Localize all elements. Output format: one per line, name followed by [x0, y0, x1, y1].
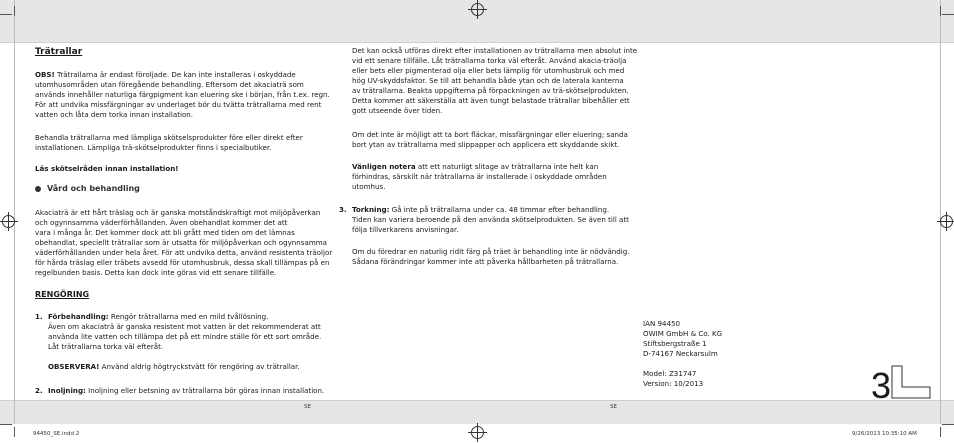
- file-name: 94450_SE.indd 2: [33, 431, 80, 437]
- right-line: Det kan också utföras direkt efter installationen av trätrallarna men absolut inte: [352, 46, 638, 55]
- care-line: obehandlat, speciellt trätrallar som är utsatta för miljöpåverkan och ogynnsamma: [35, 238, 328, 247]
- item2-text: Inoljning eller betsning av trätrallarna bör göras innan installation.: [85, 386, 325, 395]
- right-line: eller bets eller pigmenterad olja eller bets lämplig för utomhusbruk och med: [352, 66, 625, 75]
- bottom-bleed-band: [0, 400, 954, 424]
- model-number: Model: Z31747: [643, 369, 697, 378]
- obs-line: används innehåller naturliga färgpigment kan eluering ske i början, från t.ex. regn.: [35, 90, 330, 99]
- top-trim-line: [0, 42, 954, 43]
- item-number: 2.: [35, 386, 43, 395]
- registration-mark-icon: [2, 215, 15, 228]
- observera-note: [48, 362, 300, 372]
- item3-more-line: Om du föredrar en naturlig ridit färg på träet är behandling inte är nödvändig.: [352, 247, 630, 256]
- care-line: för hårda träslag eller träbets avsedd för utomhusbruk, dessa skall tillämpas på en: [35, 258, 330, 267]
- item-number: 1.: [35, 312, 43, 321]
- bullet-icon: [35, 186, 41, 192]
- item2-paragraph: [48, 386, 324, 396]
- page-number: 3: [871, 365, 892, 406]
- treatment-paragraph: [35, 133, 303, 153]
- right-paragraph-1: [352, 46, 637, 116]
- notera-line: förhindras, särskilt när trätrallarna är installerade i oskyddade områden: [352, 172, 607, 181]
- obs-line: För att undvika missfärgningar av underlaget bör du tvätta trätrallarna med rent: [35, 100, 322, 109]
- right-line: Om det inte är möjligt att ta bort fläckar, missfärgningar eller eluering; sanda: [352, 130, 628, 139]
- care-line: regelbunden basis. Detta kan dock inte göras vid ett senare tillfälle.: [35, 268, 277, 277]
- item1-line: använda lite vatten och tillämpa det på ett mindre ställe för ett sort område.: [48, 332, 322, 341]
- manufacturer-info: [643, 319, 722, 389]
- item2-label: Inoljning:: [48, 386, 86, 395]
- crop-mark: [942, 424, 954, 425]
- item3-line: Tiden kan variera beroende på den använda skötselprodukten. Se även till att: [352, 215, 629, 224]
- right-line: av trätrallarna. Beakta uppgifterna på förpackningen av trä-skötselprodukten.: [352, 86, 629, 95]
- notera-line: utomhus.: [352, 182, 386, 191]
- street-address: Stiftsbergstraße 1: [643, 339, 707, 348]
- treatment-line: Behandla trätrallarna med lämpliga skötselsprodukter före eller direkt efter: [35, 133, 303, 142]
- item1-line: Låt trätrallarna torka väl efteråt.: [48, 342, 164, 351]
- care-line: vara i många år. Det kommer dock att bli grått med tiden om det lämnas: [35, 228, 295, 237]
- obs-label: OBS!: [35, 70, 55, 79]
- read-care-text: Läs skötselråden innan installation!: [35, 164, 179, 173]
- registration-mark-icon: [940, 215, 953, 228]
- care-subheading: [35, 184, 140, 194]
- print-timestamp: 9/26/2013 10:35:10 AM: [852, 431, 917, 437]
- care-subheading-text: Vård och behandling: [47, 184, 140, 193]
- obs-line: utomhusområden utan föregående behandling. Eftersom det akaciaträ som: [35, 80, 304, 89]
- item-number: 3.: [339, 205, 347, 214]
- obs-line: vatten och låta dem torka innan installation.: [35, 110, 194, 119]
- language-code-left: SE: [304, 404, 311, 410]
- right-paragraph-2: [352, 130, 628, 150]
- observera-text: Använd aldrig högtryckstvätt för rengöring av trätrallar.: [99, 362, 300, 371]
- item1-line: Även om akaciaträ är ganska resistent mot vatten är det rekommenderat att: [48, 322, 321, 331]
- page-tab-icon: [891, 365, 931, 399]
- notera-paragraph: [352, 162, 607, 192]
- item3-line: följa tillverkarens anvisningar.: [352, 225, 459, 234]
- right-line: hög UV-skyddsfaktor. Se till att behandla både ytan och de laterala kanterna: [352, 76, 624, 85]
- item3-more: [352, 247, 630, 267]
- version-number: Version: 10/2013: [643, 379, 704, 388]
- observera-label: OBSERVERA!: [48, 362, 100, 371]
- left-trim-line: [14, 0, 15, 424]
- notera-label: Vänligen notera: [352, 162, 416, 171]
- right-line: vid ett senare tillfälle. Låt trätrallarna torka väl efteråt. Använd akacia-träolja: [352, 56, 627, 65]
- item1-paragraph: [48, 312, 321, 352]
- care-line: Akaciaträ är ett hårt träslag och är ganska motståndskraftigt mot miljöpåverkan: [35, 208, 321, 217]
- obs-paragraph: [35, 70, 330, 120]
- obs-line: Trätrallarna är endast föroljade. De kan inte installeras i oskyddade: [54, 70, 296, 79]
- item3-line: Gå inte på trätrallarna under ca. 48 timmar efter behandling.: [389, 205, 610, 214]
- care-paragraph: [35, 208, 332, 278]
- city-address: D-74167 Neckarsulm: [643, 349, 718, 358]
- item3-label: Torkning:: [352, 205, 390, 214]
- section-heading-rengoring: RENGÖRING: [35, 290, 90, 299]
- right-line: bort ytan av trätrallarna med slippapper och applicera ett skyddande skikt.: [352, 140, 620, 149]
- read-care-note: [35, 164, 179, 174]
- item1-label: Förbehandling:: [48, 312, 109, 321]
- bottom-trim-line: [0, 400, 954, 401]
- right-line: gott utseende över tiden.: [352, 106, 443, 115]
- registration-mark-icon: [471, 426, 484, 439]
- crop-mark: [940, 427, 941, 437]
- crop-mark: [14, 427, 15, 437]
- right-trim-line: [940, 0, 941, 424]
- ian-number: IAN 94450: [643, 319, 681, 328]
- notera-line: att ett naturligt slitage av trätrallarna inte helt kan: [415, 162, 599, 171]
- registration-mark-icon: [471, 3, 484, 16]
- right-line: Detta kommer att säkerställa att även tungt belastade trätrallar bibehåller ett: [352, 96, 630, 105]
- crop-mark: [0, 424, 12, 425]
- care-line: väderförhållanden under hela året. För att undvika detta, använd resistenta träoljor: [35, 248, 333, 257]
- treatment-line: installationen. Lämpliga trä-skötselprodukter finns i specialbutiker.: [35, 143, 272, 152]
- care-line: och ogynnsamma väderförhållanden. Även obehandlat kommer det att: [35, 218, 288, 227]
- crop-mark: [942, 14, 954, 15]
- language-code-right: SE: [610, 404, 617, 410]
- item1-line: Rengör trätrallarna med en mild tvållösning.: [108, 312, 269, 321]
- item3-more-line: Sådana förändringar kommer inte att påverka hållbarheten på trätrallarna.: [352, 257, 619, 266]
- crop-mark: [14, 6, 15, 16]
- crop-mark: [0, 14, 12, 15]
- item3-paragraph: [352, 205, 629, 235]
- section-heading-tratrallar: Trätrallar: [35, 47, 83, 57]
- company-name: OWIM GmbH & Co. KG: [643, 329, 723, 338]
- crop-mark: [940, 6, 941, 16]
